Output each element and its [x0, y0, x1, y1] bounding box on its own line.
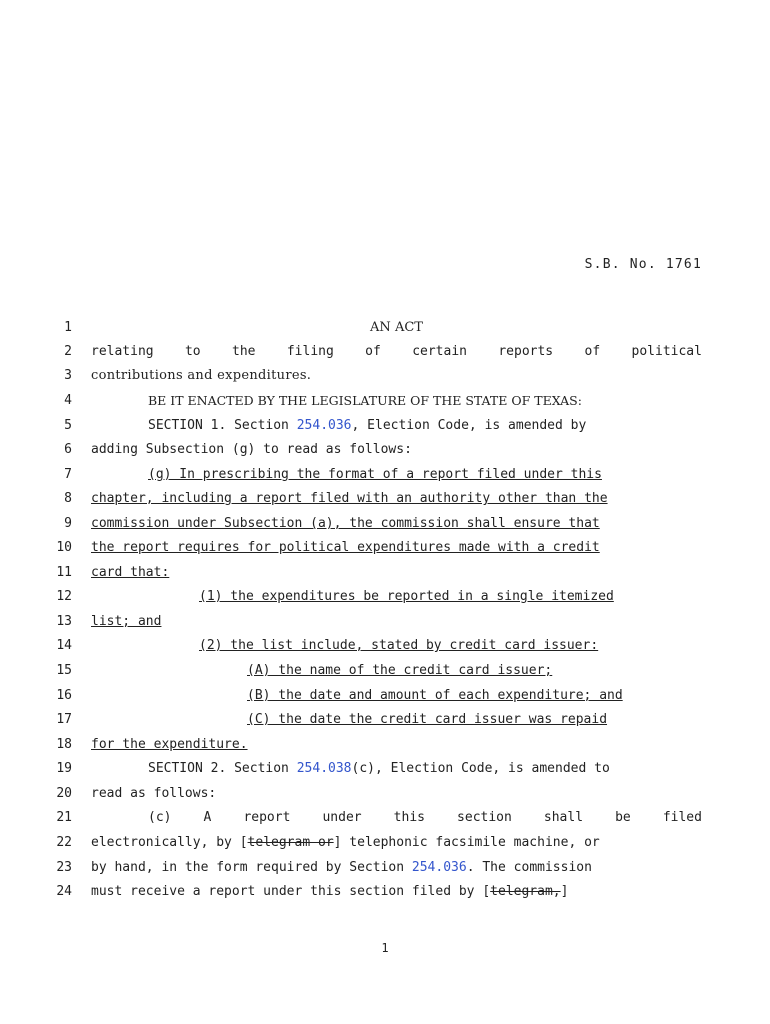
bill-text [91, 835, 702, 850]
bill-text: read as follows: [91, 786, 217, 801]
line-number: 10 [56, 540, 72, 555]
inserted-text: (A) the name of the credit card issuer; [247, 663, 553, 678]
line-number: 3 [64, 368, 72, 383]
word: section [457, 810, 512, 825]
bill-text [91, 884, 702, 899]
line-number: 19 [56, 761, 72, 776]
bill-text [148, 418, 702, 433]
bill-line [0, 663, 770, 687]
line-number: 14 [56, 638, 72, 653]
bill-line [0, 860, 770, 884]
bill-text [148, 810, 702, 825]
text-segment: SECTION 1. Section [148, 418, 297, 433]
word: report [243, 810, 291, 825]
bill-line [0, 320, 770, 344]
line-number: 5 [64, 418, 72, 433]
line-number: 6 [64, 442, 72, 457]
bill-line [0, 467, 770, 491]
inserted-text: the report requires for political expenditures made with a credit [91, 540, 600, 555]
word: (c) [148, 810, 172, 825]
text-segment: by hand, in the form required by Section [91, 860, 412, 875]
text-segment: (c), Election Code, is amended to [351, 761, 610, 776]
word: this [393, 810, 425, 825]
word: reports [498, 344, 554, 359]
word: to [184, 344, 201, 359]
line-number: 18 [56, 737, 72, 752]
inserted-text: (g) In prescribing the format of a report filed under this [148, 467, 602, 482]
bill-text [148, 761, 702, 776]
statute-citation: 254.036 [296, 418, 352, 433]
word: filed [662, 810, 702, 825]
bill-line [0, 418, 770, 442]
text-segment: ] telephonic facsimile machine, or [333, 835, 600, 850]
line-number: 22 [56, 835, 72, 850]
line-number: 17 [56, 712, 72, 727]
bill-line [0, 442, 770, 466]
text-segment: ] [560, 884, 569, 899]
text-segment: must receive a report under this section filed by [ [91, 884, 491, 899]
bill-line [0, 589, 770, 613]
bill-line [0, 786, 770, 810]
line-number: 24 [56, 884, 72, 899]
bill-number: S.B. No. 1761 [584, 257, 702, 272]
inserted-text: commission under Subsection (a), the commission shall ensure that [91, 516, 600, 531]
word: A [203, 810, 212, 825]
bill-line [0, 835, 770, 859]
inserted-text: (C) the date the credit card issuer was repaid [247, 712, 608, 727]
line-number: 1 [64, 320, 72, 335]
line-number: 9 [64, 516, 72, 531]
bill-line [0, 491, 770, 515]
word: certain [412, 344, 467, 359]
word: filing [286, 344, 334, 359]
bill-line [0, 810, 770, 834]
line-number: 23 [56, 860, 72, 875]
bill-line [0, 761, 770, 785]
statute-citation: 254.038 [296, 761, 352, 776]
word: political [631, 344, 702, 359]
bill-line [0, 884, 770, 908]
inserted-text: chapter, including a report filed with an authority other than the [91, 491, 608, 506]
line-number: 7 [64, 467, 72, 482]
text-segment: electronically, by [ [91, 835, 248, 850]
line-number: 21 [56, 810, 72, 825]
inserted-text: (B) the date and amount of each expenditure; and [247, 688, 623, 703]
word: the [232, 344, 256, 359]
deleted-text: telegram, [490, 884, 561, 899]
bill-line [0, 393, 770, 417]
line-number: 4 [64, 393, 72, 408]
bill-line [0, 565, 770, 589]
line-number: 11 [56, 565, 72, 580]
bill-line [0, 712, 770, 736]
word: relating [91, 344, 154, 359]
line-number: 8 [64, 491, 72, 506]
word: under [322, 810, 362, 825]
bill-text: adding Subsection (g) to read as follows: [91, 442, 412, 457]
line-number: 15 [56, 663, 72, 678]
bill-line [0, 344, 770, 368]
text-segment: . The commission [466, 860, 592, 875]
line-number: 12 [56, 589, 72, 604]
text-segment: SECTION 2. Section [148, 761, 297, 776]
inserted-text: card that: [91, 565, 170, 580]
line-number: 20 [56, 786, 72, 801]
word: of [584, 344, 601, 359]
bill-line [0, 540, 770, 564]
word: shall [543, 810, 584, 825]
word: be [615, 810, 631, 825]
bill-line [0, 614, 770, 638]
page-number: 1 [381, 941, 389, 955]
line-number: 2 [64, 344, 72, 359]
inserted-text: list; and [91, 614, 162, 629]
word: of [365, 344, 381, 359]
line-number: 16 [56, 688, 72, 703]
act-title: AN ACT [370, 320, 423, 335]
bill-line [0, 368, 770, 392]
bill-line [0, 737, 770, 761]
inserted-text: (1) the expenditures be reported in a single itemized [199, 589, 614, 604]
inserted-text: for the expenditure. [91, 737, 248, 752]
bill-line [0, 638, 770, 662]
text-segment: , Election Code, is amended by [351, 418, 587, 433]
enacting-clause: BE IT ENACTED BY THE LEGISLATURE OF THE STATE OF TEXAS: [148, 393, 582, 408]
deleted-text: telegram or [247, 835, 334, 850]
inserted-text: (2) the list include, stated by credit card issuer: [199, 638, 599, 653]
bill-line [0, 516, 770, 540]
bill-line [0, 688, 770, 712]
bill-text: contributions and expenditures. [91, 368, 312, 383]
line-number: 13 [56, 614, 72, 629]
bill-text [91, 860, 702, 875]
bill-text [91, 344, 702, 359]
statute-citation: 254.036 [411, 860, 467, 875]
